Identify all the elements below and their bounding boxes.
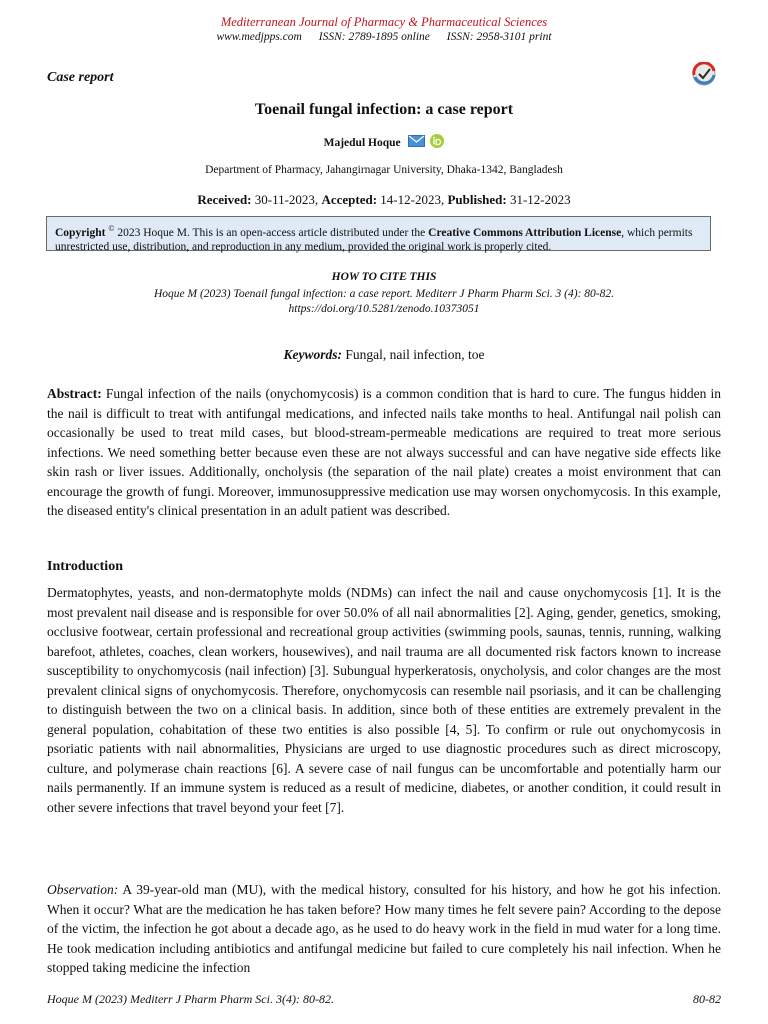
article-type: Case report xyxy=(47,70,114,85)
copyright-notice xyxy=(46,216,711,251)
copyright-label: Copyright xyxy=(55,226,106,239)
accepted-label: Accepted: xyxy=(321,192,378,207)
license-link[interactable]: Creative Commons Attribution License xyxy=(428,226,622,239)
cite-heading: HOW TO CITE THIS xyxy=(331,271,437,283)
keywords-label: Keywords: xyxy=(283,347,343,362)
issn-online: ISSN: 2789-1895 online xyxy=(318,31,430,43)
envelope-icon[interactable] xyxy=(408,135,425,147)
journal-website-link[interactable]: www.medjpps.com xyxy=(216,31,302,43)
abstract xyxy=(47,384,721,521)
orcid-icon[interactable] xyxy=(430,134,444,148)
article-dates xyxy=(0,192,768,208)
observation-label: Observation: xyxy=(47,882,119,897)
doi-link[interactable]: https://doi.org/10.5281/zenodo.10373051 xyxy=(288,303,480,315)
article-title: Toenail fungal infection: a case report xyxy=(254,101,514,118)
introduction-heading: Introduction xyxy=(47,559,123,574)
introduction-text: Dermatophytes, yeasts, and non-dermatophyte molds (NDMs) can infect the nail and cause onychomycosis [1]. It is the most prevalent nail disease and is responsible for over 50.0% of all nail abnormalities [2]. Aging, gender, genetics, smoking, occlusive footwear, certain professional and recreational group activities (swimming pools, saunas, tennis, running, walking barefoot, athletes, coaches, clean workers, housewives), and nail trauma are all documented risk factors known to increase susceptibility to onychomycosis (nail infection) [3]. Subungual hyperkeratosis, onycholysis, and color changes are the most prevalent clinical signs of onychomycosis. Therefore, onychomycosis can resemble nail psoriasis, and it can be challenging to distinguish between the two on a clinical basis. In addition, since both of these entities are extremely prevalent in the general population, cohabitation of these two entities is also possible [4, 5]. To confirm or rule out onychomycosis in psoriatic patients with nail abnormalities, Physicians are urged to use diagnostic procedures such as direct microscopy, culture, and polymerase chain reactions [6]. A severe case of nail fungus can be uncomfortable and potentially harm our nails permanently. If an immune system is reduced as a result of medicine, diabetes, or another condition, it could result in other severe infections that travel beyond your feet [7]. xyxy=(47,585,721,815)
citation-text: Hoque M (2023) Toenail fungal infection: a case report. Mediterr J Pharm Pharm Sci. 3 (4): 80-82. xyxy=(153,288,615,300)
journal-name: Mediterranean Journal of Pharmacy & Pharmaceutical Sciences xyxy=(220,15,548,29)
author-line xyxy=(0,134,768,149)
citation-block xyxy=(0,287,768,317)
affiliation: Department of Pharmacy, Jahangirnagar University, Dhaka-1342, Bangladesh xyxy=(205,164,563,176)
crossmark-icon[interactable] xyxy=(690,62,718,86)
abstract-label: Abstract: xyxy=(47,386,102,401)
copyright-text-after: , which permits unrestricted use, distribution, and reproduction in any medium, provided the original work is properly cited. xyxy=(55,226,693,253)
published-date: 31-12-2023 xyxy=(509,192,571,207)
observation-text: A 39-year-old man (MU), with the medical history, consulted for his history, and how he got his infection. When it occur? What are the medication he has taken before? How many times he felt severe pain? According to the depose of the victim, the infection he got about a decade ago, as he used to do heavy work in the field in mud water for a long time. He took medication including antibiotics and antifungal medicine but failed to cure completely his nail infection. When he stopped taking medicine the infection xyxy=(47,882,721,975)
accepted-date: 14-12-2023, xyxy=(380,192,445,207)
received-label: Received: xyxy=(197,192,252,207)
issn-print: ISSN: 2958-3101 print xyxy=(446,31,552,43)
footer-citation: Hoque M (2023) Mediterr J Pharm Pharm Sci. 3(4): 80-82. xyxy=(47,992,334,1006)
author-name: Majedul Hoque xyxy=(323,137,401,149)
journal-meta xyxy=(0,31,768,43)
keywords xyxy=(0,347,768,363)
copyright-text: 2023 Hoque M. This is an open-access article distributed under the xyxy=(117,226,426,239)
observation-paragraph xyxy=(47,880,721,978)
copyright-symbol: © xyxy=(108,224,115,233)
keywords-value: Fungal, nail infection, toe xyxy=(345,347,485,362)
published-label: Published: xyxy=(447,192,507,207)
abstract-text: Fungal infection of the nails (onychomycosis) is a common condition that is hard to cure. The fungus hidden in the nail is difficult to treat with antifungal medications, and infected nails take months to heal. Antifungal nail polish can occasionally be used to treat mild cases, but blood-stream-permeable medications are required to treat more serious infections. We need something better because even these are not always successful and can have negative side effects like skin rash or liver issues. Additionally, oncholysis (the separation of the nail plate) creates a moist environment that can encourage the growth of fungi. Moreover, immunosuppressive medication use may worsen onychomycosis. In this example, the diseased entity's clinical presentation in an adult patient was described. xyxy=(47,386,721,518)
footer-pages: 80-82 xyxy=(693,992,721,1006)
received-date: 30-11-2023, xyxy=(254,192,319,207)
